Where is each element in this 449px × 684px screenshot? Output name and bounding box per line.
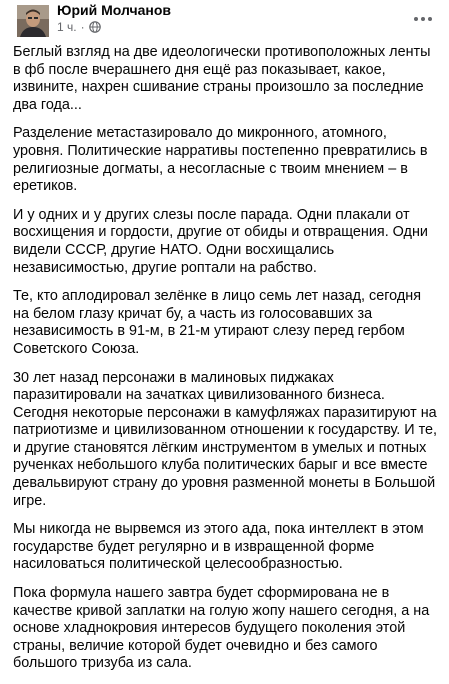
meta-separator: ·: [80, 20, 85, 34]
post-paragraph: Те, кто аплодировал зелёнке в лицо семь лет назад, сегодня на белом глазу кричат бу, а часть из голосовавших за независимость в 91-м, в 21-м утирают слезу перед гербом Советского Союза.: [13, 288, 422, 357]
post-paragraph: И у одних и у других слезы после парада. Одни плакали от восхищения и гордости, другие от обиды и отвращения. Одни видели СССР, другие НАТО. Одни восхищались независимостью, другие роптали на рабство.: [13, 206, 428, 276]
post-paragraph: Мы никогда не вырвемся из этого ада, пока интеллект в этом государстве будет регулярно и в извращенной форме насиловаться политической целесообразностью.: [13, 521, 424, 573]
author-name[interactable]: Юрий Молчанов: [57, 2, 172, 18]
globe-icon[interactable]: [89, 21, 101, 33]
post-paragraph: 30 лет назад персонажи в малиновых пиджаках паразитировали на зачатках цивилизованного бизнеса. Сегодня некоторые персонажи в камуфляжах паразитируют на патриотизме и цивилизованном отношении к государству. И те, и другие становятся лёгким инструментом в умелых и потных рученках небольшого клуба политических барыг и все вместе девальвируют страну до уровня разменной монеты в Большой игре.: [13, 369, 438, 509]
post-body: [13, 44, 439, 684]
post-paragraph: Пока формула нашего завтра будет сформирована не в качестве кривой заплатки на голую жопу нашего сегодня, а на основе хладнокровия интересов будущего поколения этой страны, величие которой будет очевидно и без самого большого тризуба из сала.: [13, 585, 430, 672]
post-header: [0, 0, 449, 40]
post-timestamp[interactable]: 1 ч.: [57, 20, 77, 34]
more-options-icon[interactable]: [411, 7, 435, 31]
avatar-photo: [17, 5, 49, 37]
post-paragraph: Беглый взгляд на две идеологически противоположных ленты в фб после вчерашнего дня ещё раз показывает, какое, извините, нахрен сшивание страны произошло за последние два года...: [13, 44, 431, 113]
post-meta: [57, 19, 101, 35]
avatar[interactable]: [17, 5, 49, 37]
post-paragraph: Разделение метастазировало до микронного, атомного, уровня. Политические нарративы постепенно превратились в религиозные догматы, а несогласные с твоим мнением – в еретиков.: [13, 125, 428, 195]
